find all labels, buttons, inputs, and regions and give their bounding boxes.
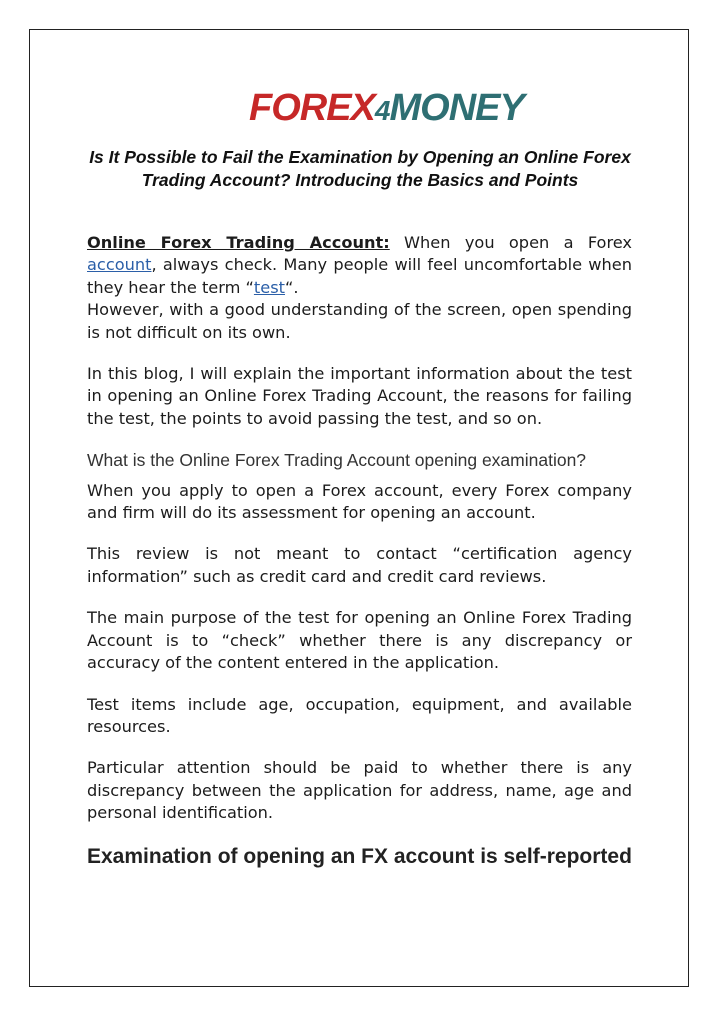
forex4money-logo <box>249 86 524 130</box>
logo-forex-text: FOREX <box>249 87 375 129</box>
test-items-paragraph: Test items include age, occupation, equipment, and available resources. <box>87 694 632 736</box>
intro-lead: Online Forex Trading Account: <box>87 233 390 252</box>
test-link[interactable]: test <box>253 277 286 297</box>
apply-paragraph: When you apply to open a Forex account, every Forex company and firm will do its assessment for opening an account. <box>87 480 632 523</box>
intro-paragraph <box>87 232 632 299</box>
blog-paragraph: In this blog, I will explain the important information about the test in opening an Online Forex Trading Account, the reasons for failing the test, the points to avoid passing the test, and so on. <box>87 364 632 428</box>
intro-text-1: When you open a Forex <box>389 233 633 252</box>
account-link[interactable]: account <box>87 255 152 275</box>
intro-text-3: “. <box>285 277 299 297</box>
exam-subheading: What is the Online Forex Trading Account opening examination? <box>87 450 587 471</box>
article-title: Is It Possible to Fail the Examination by Opening an Online Forex Trading Account? Introducing the Basics and Points <box>89 147 631 190</box>
article-body <box>87 232 632 869</box>
attention-paragraph: Particular attention should be paid to whether there is any discrepancy between the application for address, name, age and personal identification. <box>87 758 632 823</box>
logo-money-text: MONEY <box>389 87 524 129</box>
intro-text-2: , always check. Many people will feel uncomfortable when they hear the term “ <box>87 255 632 297</box>
review-paragraph: This review is not meant to contact “certification agency information” such as credit card and credit card reviews. <box>87 544 632 586</box>
section-heading: Examination of opening an FX account is self-reported <box>87 844 632 868</box>
logo-4-text: 4 <box>374 95 390 126</box>
intro-continuation: However, with a good understanding of the screen, open spending is not difficult on its own. <box>87 300 632 342</box>
purpose-paragraph: The main purpose of the test for opening an Online Forex Trading Account is to “check” whether there is any discrepancy or accuracy of the content entered in the application. <box>87 608 632 673</box>
